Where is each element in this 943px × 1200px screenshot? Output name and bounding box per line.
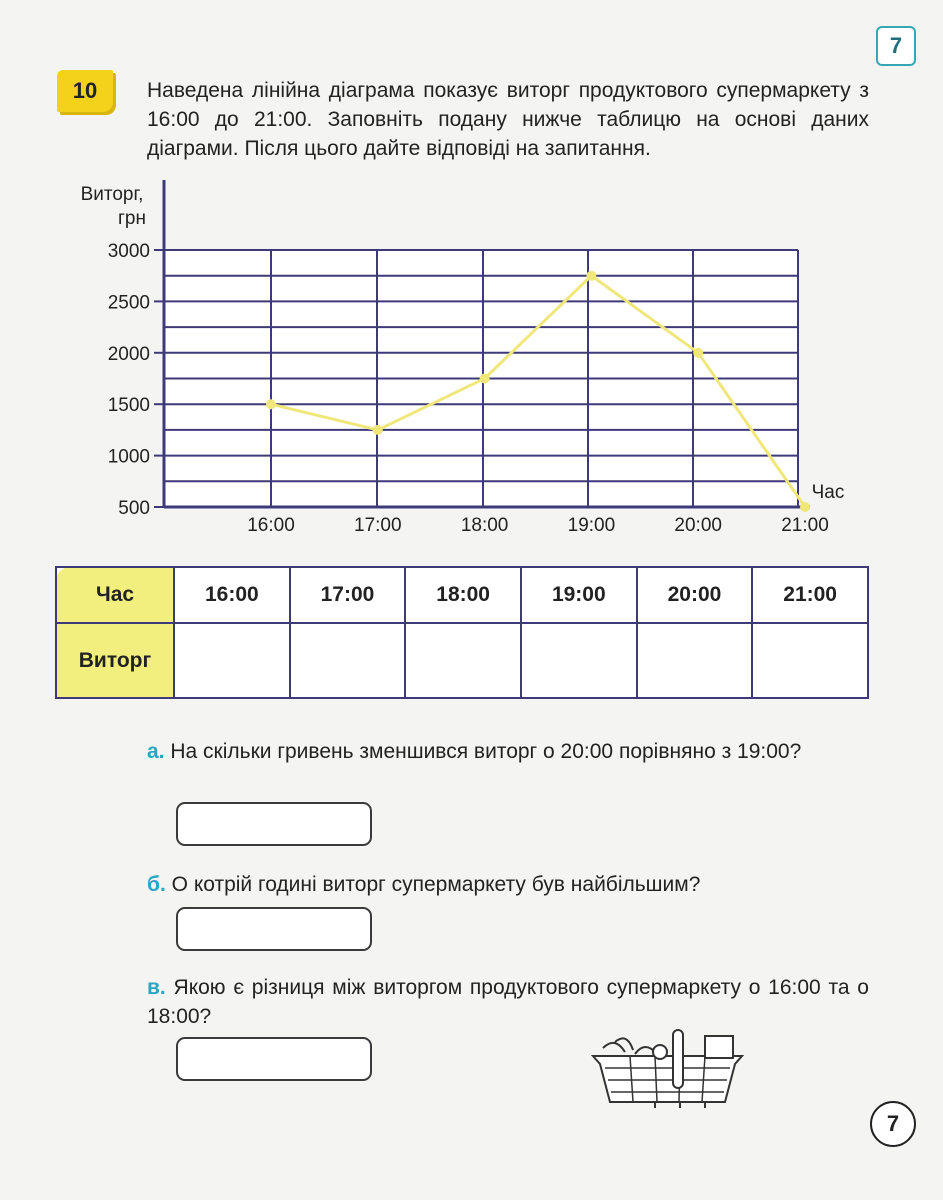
x-tick-label: 21:00 bbox=[781, 515, 829, 536]
page-number: 7 bbox=[870, 1101, 916, 1147]
y-tick-label: 2000 bbox=[107, 343, 150, 365]
time-header-cell: Час bbox=[56, 567, 174, 623]
y-tick-label: 500 bbox=[118, 498, 150, 519]
question-text: Якою є різниця між виторгом продуктового супермаркету о 16:00 та о 18:00? bbox=[147, 976, 869, 1028]
data-point bbox=[373, 425, 383, 435]
answer-box-a[interactable] bbox=[176, 802, 372, 846]
y-tick-label: 1000 bbox=[107, 446, 150, 468]
revenue-input-cell[interactable] bbox=[637, 623, 753, 698]
revenue-input-cell[interactable] bbox=[290, 623, 406, 698]
question-text: На скільки гривень зменшився виторг о 20:00 порівняно з 19:00? bbox=[170, 740, 802, 763]
y-tick-label: 1500 bbox=[107, 395, 150, 417]
time-cell: 16:00 bbox=[174, 567, 290, 623]
revenue-input-cell[interactable] bbox=[174, 623, 290, 698]
time-row bbox=[56, 567, 868, 623]
question-b bbox=[147, 870, 869, 899]
time-cell: 19:00 bbox=[521, 567, 637, 623]
y-axis-label-unit: грн bbox=[118, 208, 146, 229]
x-tick-label: 19:00 bbox=[567, 515, 616, 536]
time-cell: 20:00 bbox=[637, 567, 753, 623]
revenue-header-cell: Виторг bbox=[56, 623, 174, 698]
question-letter: а. bbox=[147, 740, 165, 763]
x-tick-label: 20:00 bbox=[674, 515, 722, 536]
basket-icon bbox=[585, 1028, 750, 1110]
data-point bbox=[586, 271, 596, 281]
data-point bbox=[480, 374, 490, 384]
task-number-badge: 10 bbox=[57, 70, 113, 112]
y-axis-label: Виторг, bbox=[80, 184, 144, 205]
question-letter: в. bbox=[147, 976, 166, 999]
question-text: О котрій годині виторг супермаркету був найбільшим? bbox=[171, 873, 701, 896]
time-cell: 18:00 bbox=[405, 567, 521, 623]
x-tick-label: 17:00 bbox=[354, 515, 402, 536]
time-cell: 21:00 bbox=[752, 567, 868, 623]
revenue-input-cell[interactable] bbox=[752, 623, 868, 698]
time-cell: 17:00 bbox=[290, 567, 406, 623]
question-letter: б. bbox=[147, 873, 166, 896]
answer-box-c[interactable] bbox=[176, 1037, 372, 1081]
answer-box-b[interactable] bbox=[176, 907, 372, 951]
revenue-row bbox=[56, 623, 868, 698]
x-tick-label: 16:00 bbox=[247, 515, 295, 536]
question-a bbox=[147, 737, 869, 766]
page-tag: 7 bbox=[876, 26, 916, 66]
task-text: Наведена лінійна діаграма показує виторг продуктового супермаркету з 16:00 до 21:00. Заповніть подану нижче таблицю на основі даних діаграми. Після цього дайте відповіді на запитання. bbox=[147, 79, 869, 160]
data-point bbox=[800, 502, 810, 512]
line-chart bbox=[0, 0, 943, 560]
data-table bbox=[55, 566, 869, 699]
x-tick-label: 18:00 bbox=[460, 515, 509, 536]
revenue-input-cell[interactable] bbox=[405, 623, 521, 698]
revenue-input-cell[interactable] bbox=[521, 623, 637, 698]
y-tick-label: 2500 bbox=[107, 292, 150, 314]
question-c bbox=[147, 973, 869, 1031]
data-point bbox=[266, 399, 276, 409]
y-tick-label: 3000 bbox=[107, 241, 150, 262]
x-axis-label: Час bbox=[811, 482, 845, 503]
chart-grid bbox=[164, 180, 810, 507]
data-point bbox=[693, 348, 703, 358]
